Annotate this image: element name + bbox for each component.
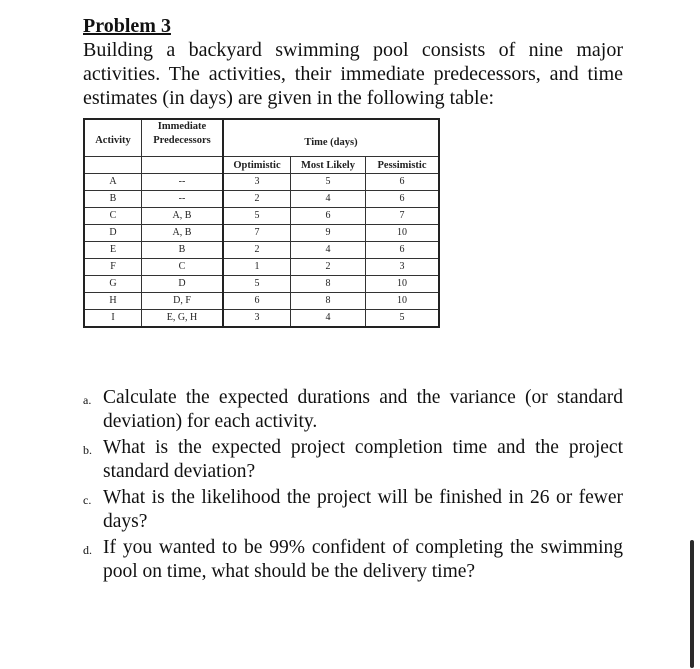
cell-pessimistic: 3 [366, 259, 440, 276]
cell-predecessors: D, F [142, 293, 224, 310]
cell-pessimistic: 10 [366, 225, 440, 242]
table-row [84, 191, 439, 208]
activity-table [83, 118, 440, 328]
table-row [84, 208, 439, 225]
cell-activity: E [84, 242, 142, 259]
question-text: What is the likelihood the project will be finished in 26 or fewer days? [103, 487, 623, 532]
header-time: Time (days) [223, 119, 439, 157]
scrollbar[interactable] [690, 540, 694, 668]
cell-optimistic: 5 [223, 276, 291, 293]
table-subheader-row [84, 157, 439, 174]
cell-most-likely: 4 [291, 242, 366, 259]
activity-table-container [83, 118, 440, 328]
cell-optimistic: 7 [223, 225, 291, 242]
cell-activity: G [84, 276, 142, 293]
cell-activity: H [84, 293, 142, 310]
header-predecessors-label: Immediate Predecessors [153, 121, 211, 146]
cell-most-likely: 8 [291, 293, 366, 310]
question-text: What is the expected project completion time and the project standard deviation? [103, 437, 623, 482]
cell-predecessors: A, B [142, 208, 224, 225]
question-label: b. [83, 443, 92, 457]
cell-pessimistic: 7 [366, 208, 440, 225]
header-predecessors [142, 119, 224, 157]
header-optimistic: Optimistic [223, 157, 291, 174]
cell-most-likely: 5 [291, 174, 366, 191]
cell-predecessors: B [142, 242, 224, 259]
cell-optimistic: 3 [223, 310, 291, 328]
cell-activity: F [84, 259, 142, 276]
cell-optimistic: 3 [223, 174, 291, 191]
table-row [84, 174, 439, 191]
question-item [83, 536, 623, 584]
cell-pessimistic: 10 [366, 276, 440, 293]
cell-optimistic: 1 [223, 259, 291, 276]
table-row [84, 242, 439, 259]
cell-pessimistic: 10 [366, 293, 440, 310]
table-row [84, 259, 439, 276]
cell-most-likely: 8 [291, 276, 366, 293]
question-list [83, 386, 623, 586]
cell-most-likely: 6 [291, 208, 366, 225]
question-label: d. [83, 543, 92, 557]
cell-predecessors: A, B [142, 225, 224, 242]
cell-optimistic: 2 [223, 191, 291, 208]
cell-optimistic: 5 [223, 208, 291, 225]
cell-activity: D [84, 225, 142, 242]
cell-most-likely: 4 [291, 191, 366, 208]
cell-pessimistic: 6 [366, 174, 440, 191]
cell-pessimistic: 6 [366, 191, 440, 208]
problem-intro: Building a backyard swimming pool consists of nine major activities. The activities, their immediate predecessors, and time estimates (in days) are given in the following table: [83, 39, 623, 109]
table-header-row [84, 119, 439, 157]
cell-most-likely: 9 [291, 225, 366, 242]
subheader-empty-activity [84, 157, 142, 174]
cell-predecessors: D [142, 276, 224, 293]
cell-predecessors: -- [142, 174, 224, 191]
question-item [83, 386, 623, 434]
cell-activity: B [84, 191, 142, 208]
table-row [84, 293, 439, 310]
question-text: If you wanted to be 99% confident of completing the swimming pool on time, what should be the delivery time? [103, 537, 623, 582]
cell-predecessors: -- [142, 191, 224, 208]
cell-predecessors: E, G, H [142, 310, 224, 328]
header-activity: Activity [84, 119, 142, 157]
question-label: c. [83, 493, 92, 507]
cell-predecessors: C [142, 259, 224, 276]
table-row [84, 276, 439, 293]
question-label: a. [83, 393, 92, 407]
problem-header [83, 14, 623, 110]
table-row [84, 225, 439, 242]
cell-pessimistic: 5 [366, 310, 440, 328]
problem-title: Problem 3 [83, 15, 171, 37]
cell-most-likely: 4 [291, 310, 366, 328]
question-item [83, 436, 623, 484]
table-row [84, 310, 439, 328]
cell-most-likely: 2 [291, 259, 366, 276]
cell-pessimistic: 6 [366, 242, 440, 259]
cell-activity: C [84, 208, 142, 225]
header-most-likely: Most Likely [291, 157, 366, 174]
cell-activity: A [84, 174, 142, 191]
header-pessimistic: Pessimistic [366, 157, 440, 174]
cell-activity: I [84, 310, 142, 328]
question-item [83, 486, 623, 534]
cell-optimistic: 6 [223, 293, 291, 310]
cell-optimistic: 2 [223, 242, 291, 259]
subheader-empty-predecessors [142, 157, 224, 174]
question-text: Calculate the expected durations and the variance (or standard deviation) for each activity. [103, 387, 623, 432]
